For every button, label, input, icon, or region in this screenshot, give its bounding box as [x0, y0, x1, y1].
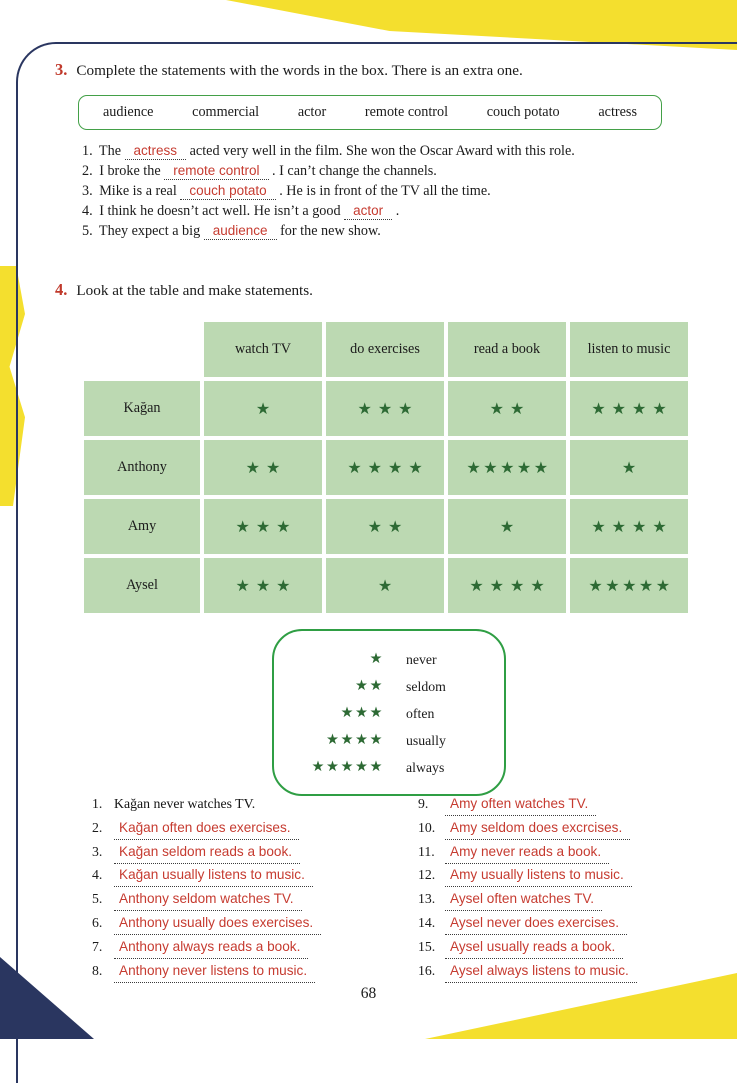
- star-rating-cell: ★★: [448, 381, 566, 436]
- statement-number: 16.: [418, 962, 436, 978]
- statement-number: 7.: [92, 938, 103, 954]
- star-rating-cell: ★★★: [204, 558, 322, 613]
- handwritten-answer: actor: [344, 204, 392, 220]
- statement-text: Anthony never listens to music.: [114, 961, 315, 983]
- statement-text: Kağan usually listens to music.: [114, 865, 313, 887]
- word-box: [78, 95, 662, 130]
- statement: [92, 961, 418, 985]
- star-rating-cell: ★: [570, 440, 688, 495]
- statement-number: 14.: [418, 914, 436, 930]
- table-row-header: Kağan: [84, 381, 200, 436]
- statement: [92, 913, 418, 937]
- table-column-header: listen to music: [570, 322, 688, 377]
- statement-number: 9.: [418, 796, 429, 811]
- statements: [92, 794, 708, 984]
- statement-text: Aysel never does exercises.: [445, 913, 627, 935]
- statement-number: 12.: [418, 867, 436, 883]
- legend-star-icons: ★★★★★: [311, 759, 384, 775]
- legend-label: seldom: [406, 678, 446, 694]
- star-rating-cell: ★★★★: [326, 440, 444, 495]
- statement-number: 10.: [418, 819, 436, 835]
- word-box-item: remote control: [364, 104, 449, 120]
- table-column-header: read a book: [448, 322, 566, 377]
- legend-label: usually: [406, 732, 446, 748]
- word-box-item: commercial: [192, 104, 260, 120]
- star-rating-cell: ★★★: [326, 381, 444, 436]
- legend-row: [274, 700, 504, 727]
- legend-row: [274, 646, 504, 673]
- statement: [418, 818, 708, 842]
- statement: [418, 865, 708, 889]
- legend-star-icons: ★: [369, 651, 384, 667]
- legend-label: often: [406, 705, 435, 721]
- sentence: 4. I think he doesn’t act well. He isn’t a good actor .: [82, 203, 400, 219]
- table-corner-cell: [84, 322, 200, 377]
- statement-text: Aysel usually reads a book.: [445, 937, 623, 959]
- sentence: 1. The actress acted very well in the film. She won the Oscar Award with this role.: [82, 143, 575, 159]
- star-rating-cell: ★★: [326, 499, 444, 554]
- exercise3-sentences: [82, 141, 712, 241]
- sentence-number: 1.: [82, 143, 93, 159]
- statement: [418, 889, 708, 913]
- legend-star-icons: ★★★: [340, 705, 384, 721]
- statement-number: 8.: [92, 962, 103, 978]
- statement-number: 15.: [418, 938, 436, 954]
- statement-number: 5.: [92, 891, 103, 907]
- handwritten-answer: couch potato: [180, 184, 275, 200]
- handwritten-answer: remote control: [164, 164, 268, 180]
- star-rating-cell: ★★★★: [570, 381, 688, 436]
- statement-text: Kağan never watches TV.: [114, 796, 256, 811]
- statement-number: 6.: [92, 914, 103, 930]
- statement: [92, 842, 418, 866]
- legend-row: [274, 673, 504, 700]
- table-row-header: Anthony: [84, 440, 200, 495]
- statement-number: 13.: [418, 891, 436, 907]
- table-column-header: do exercises: [326, 322, 444, 377]
- exercise4-title: Look at the table and make statements.: [76, 282, 313, 299]
- statement-text: Amy never reads a book.: [445, 842, 609, 864]
- legend-label: never: [406, 651, 437, 667]
- statement-number: 3.: [92, 843, 103, 859]
- star-rating-cell: ★: [448, 499, 566, 554]
- statement: [92, 937, 418, 961]
- star-rating-cell: ★: [204, 381, 322, 436]
- handwritten-answer: audience: [204, 224, 277, 240]
- statement-number: 2.: [92, 819, 103, 835]
- word-box-item: couch potato: [486, 104, 560, 120]
- star-rating-cell: ★: [326, 558, 444, 613]
- statement-text: Anthony always reads a book.: [114, 937, 308, 959]
- handwritten-answer: actress: [125, 144, 187, 160]
- sentence: 2. I broke the remote control . I can’t change the channels.: [82, 163, 437, 179]
- sentence-number: 4.: [82, 203, 93, 219]
- ratings-table: [84, 322, 688, 613]
- table-row-header: Amy: [84, 499, 200, 554]
- statement: [418, 913, 708, 937]
- table-row-header: Aysel: [84, 558, 200, 613]
- statement-text: Aysel often watches TV.: [445, 889, 602, 911]
- statement-text: Kağan seldom reads a book.: [114, 842, 300, 864]
- statement: [418, 794, 708, 818]
- statement-text: Kağan often does exercises.: [114, 818, 299, 840]
- statement-text: Amy seldom does excrcises.: [445, 818, 630, 840]
- legend-row: [274, 727, 504, 754]
- star-rating-cell: ★★: [204, 440, 322, 495]
- page-number: 68: [360, 985, 377, 1002]
- sentence: 3. Mike is a real couch potato . He is in front of the TV all the time.: [82, 183, 491, 199]
- statement: [92, 794, 418, 818]
- sentence-number: 2.: [82, 163, 93, 179]
- star-rating-cell: ★★★★★: [448, 440, 566, 495]
- legend-star-icons: ★★: [355, 678, 384, 694]
- star-rating-cell: ★★★★★: [570, 558, 688, 613]
- star-legend: [272, 629, 506, 796]
- table-column-header: watch TV: [204, 322, 322, 377]
- statement-text: Anthony seldom watches TV.: [114, 889, 302, 911]
- sentence-number: 5.: [82, 223, 93, 239]
- star-rating-cell: ★★★★: [570, 499, 688, 554]
- exercise3-title: Complete the statements with the words in the box. There is an extra one.: [76, 62, 523, 79]
- star-rating-cell: ★★★: [204, 499, 322, 554]
- statement-text: Amy often watches TV.: [445, 794, 596, 816]
- legend-star-icons: ★★★★: [326, 732, 384, 748]
- legend-label: always: [406, 759, 445, 775]
- word-box-item: audience: [103, 104, 154, 120]
- statement: [92, 818, 418, 842]
- exercise4-number: 4.: [55, 280, 68, 299]
- sentence-number: 3.: [82, 183, 93, 199]
- legend-rows: [274, 646, 504, 781]
- statement-text: Amy usually listens to music.: [445, 865, 632, 887]
- statement: [92, 865, 418, 889]
- statement-number: 11.: [418, 843, 435, 859]
- statement-text: Aysel always listens to music.: [445, 961, 637, 983]
- statement: [418, 842, 708, 866]
- statements-left: [92, 794, 418, 984]
- statements-right: [418, 794, 708, 984]
- statement: [418, 937, 708, 961]
- word-box-item: actress: [598, 104, 637, 120]
- exercise3-number: 3.: [55, 60, 68, 79]
- legend-row: [274, 754, 504, 781]
- sentence: 5. They expect a big audience for the new show.: [82, 223, 381, 239]
- statement-text: Anthony usually does exercises.: [114, 913, 321, 935]
- exercise3-heading: [55, 60, 523, 80]
- statement-number: 1.: [92, 796, 103, 811]
- statement-number: 4.: [92, 867, 103, 883]
- statement: [418, 961, 708, 985]
- exercise4-heading: [55, 280, 313, 300]
- statement: [92, 889, 418, 913]
- star-rating-cell: ★★★★: [448, 558, 566, 613]
- word-box-item: actor: [297, 104, 327, 120]
